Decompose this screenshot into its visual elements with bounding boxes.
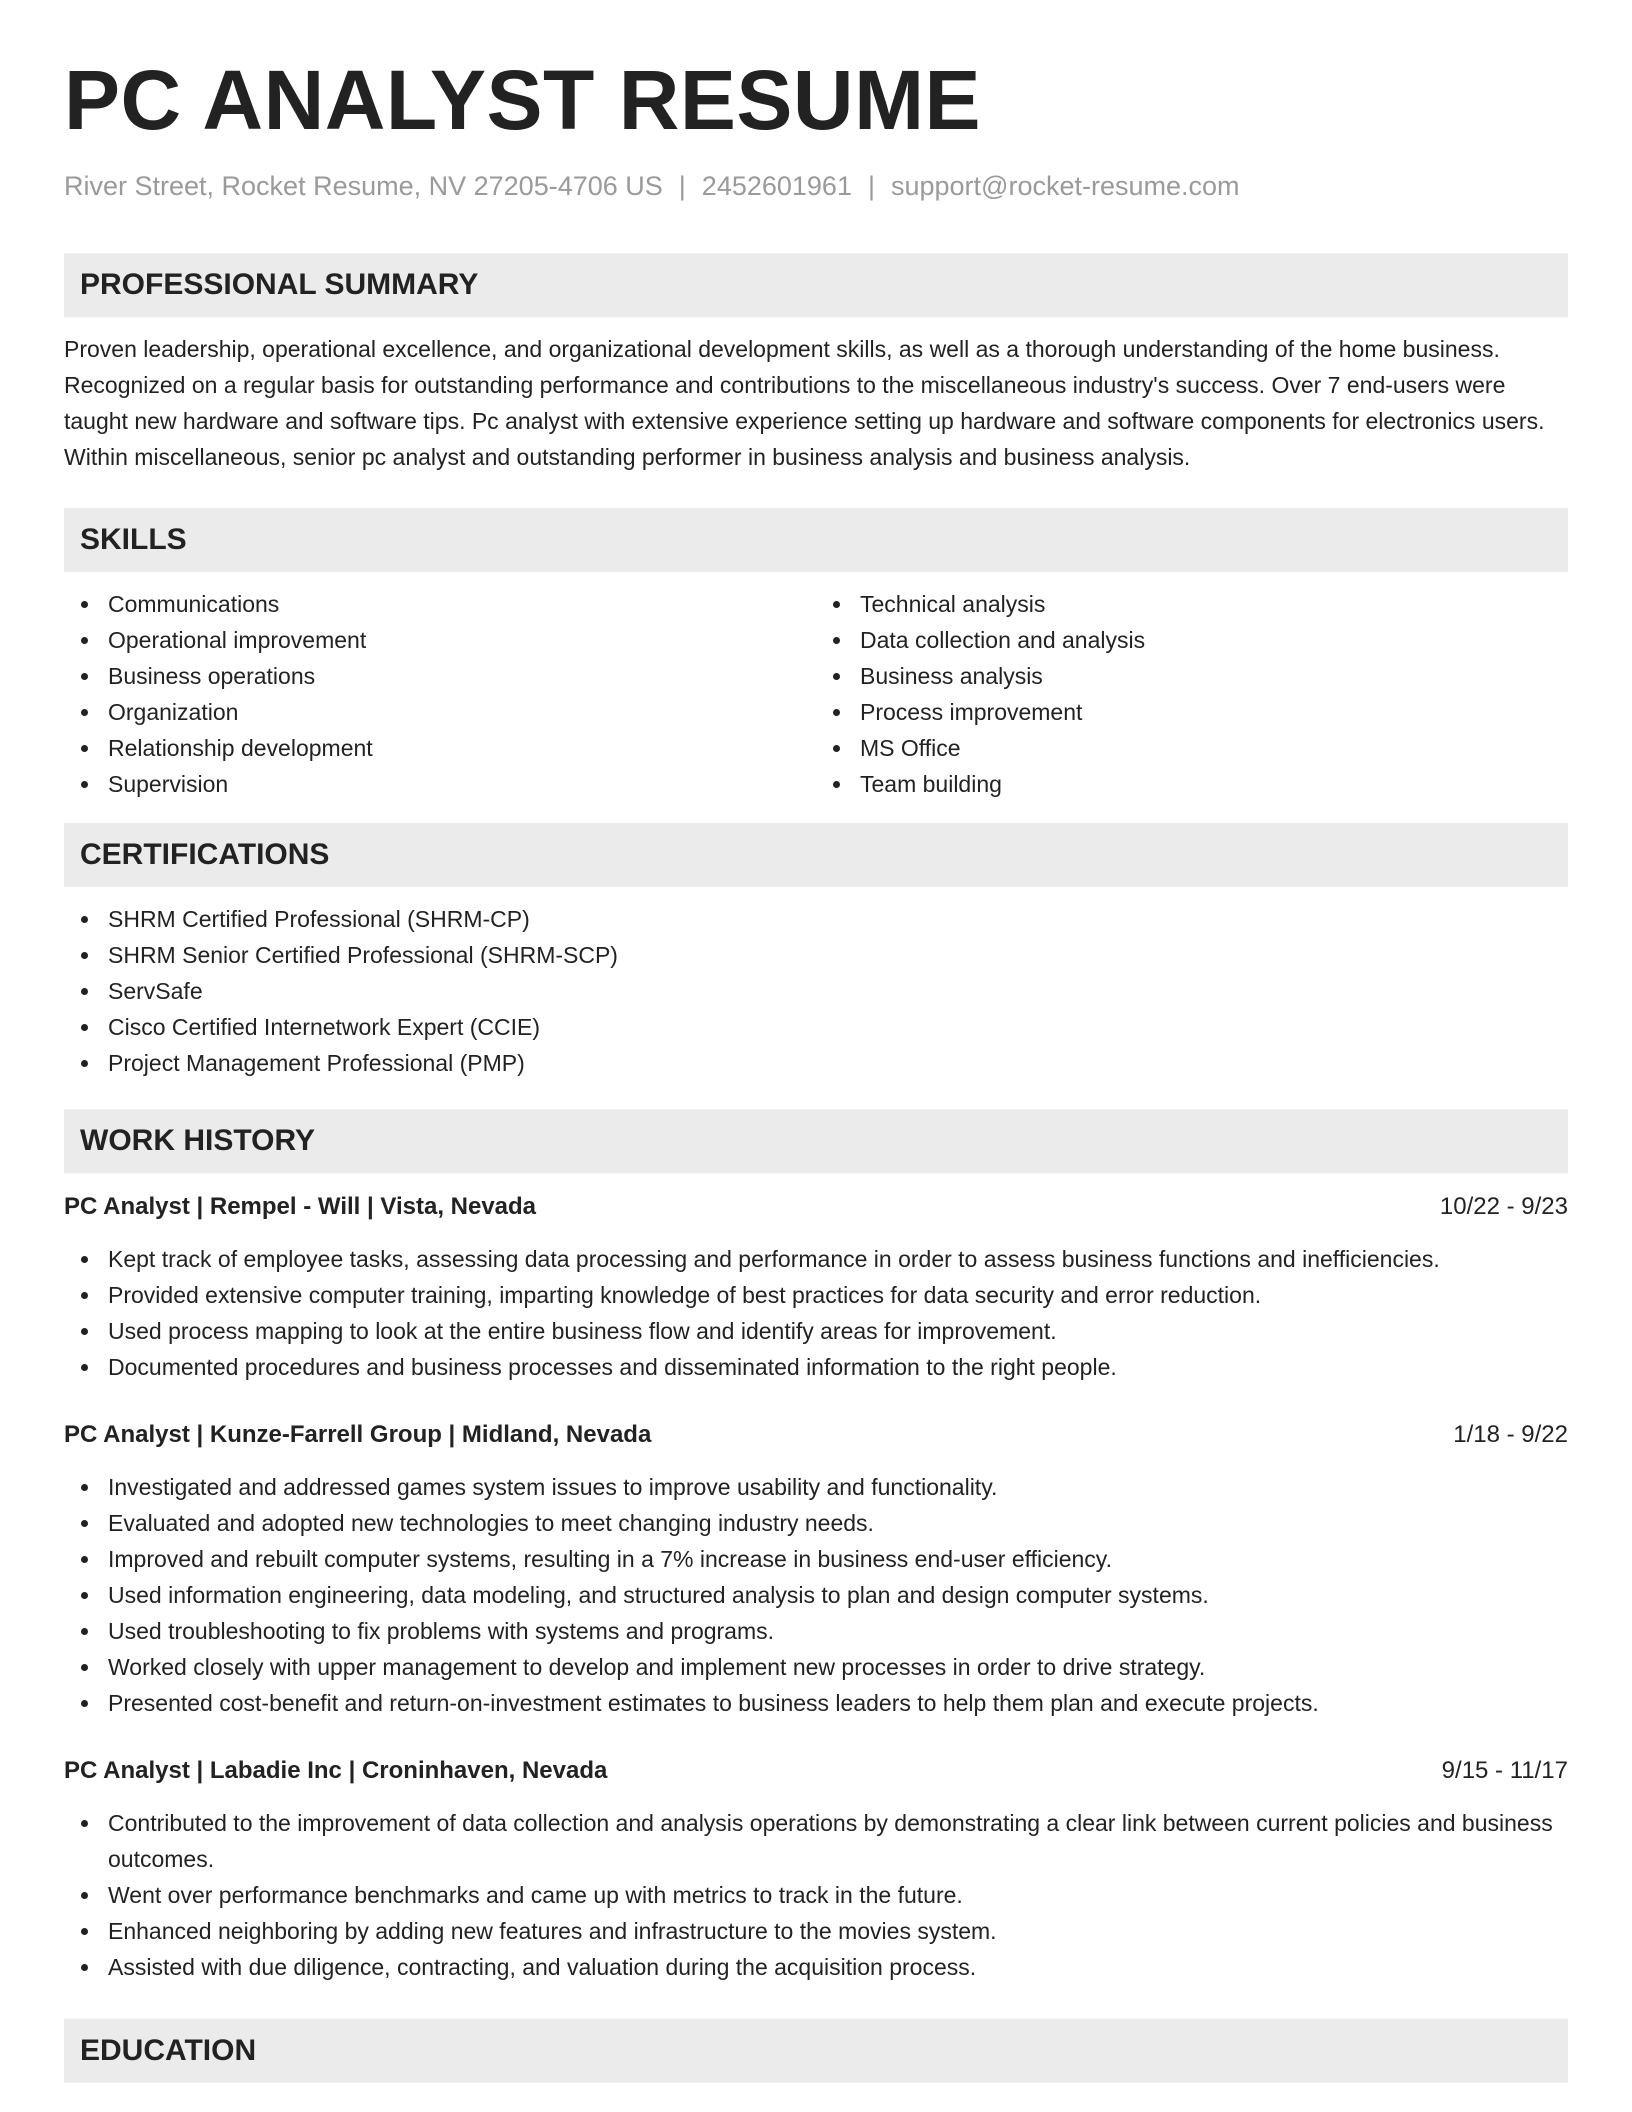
skill-item: Relationship development [64,730,816,766]
job-bullets [64,1469,1568,1721]
job-bullet: Kept track of employee tasks, assessing data processing and performance in order to assess business functions and inefficiencies. [64,1241,1568,1277]
certifications-section [64,823,1568,1081]
job-bullet: Contributed to the improvement of data collection and analysis operations by demonstrating a clear link between current policies and business outcomes. [64,1805,1568,1877]
certification-item: ServSafe [64,973,1568,1009]
job-bullet: Improved and rebuilt computer systems, resulting in a 7% increase in business end-user efficiency. [64,1541,1568,1577]
summary-section [64,253,1568,475]
contact-separator: | [867,171,875,201]
section-heading-work-history: WORK HISTORY [64,1109,1568,1173]
job-bullet: Used information engineering, data modeling, and structured analysis to plan and design computer systems. [64,1577,1568,1613]
job-bullet: Documented procedures and business processes and disseminated information to the right people. [64,1349,1568,1385]
skills-section [64,508,1568,802]
skill-item: Technical analysis [816,586,1568,622]
skills-list-left [64,586,816,802]
job-entry [64,1417,1568,1721]
job-title: PC Analyst | Rempel - Will | Vista, Nevada [64,1193,537,1221]
job-header [64,1753,1568,1789]
skill-item: Supervision [64,766,816,802]
contact-separator: | [678,171,686,201]
resume-title: PC ANALYST RESUME [64,53,982,147]
work-history-section [64,1109,1568,1985]
skill-item: Business operations [64,658,816,694]
job-bullet: Worked closely with upper management to develop and implement new processes in order to drive strategy. [64,1649,1568,1685]
section-heading-education: EDUCATION [64,2019,1568,2083]
contact-email: support@rocket-resume.com [890,171,1240,201]
skill-item: MS Office [816,730,1568,766]
skill-item: Organization [64,694,816,730]
skill-item: Communications [64,586,816,622]
job-bullet: Used process mapping to look at the entire business flow and identify areas for improvement. [64,1313,1568,1349]
contact-phone: 2452601961 [701,171,852,201]
job-bullet: Provided extensive computer training, imparting knowledge of best practices for data security and error reduction. [64,1277,1568,1313]
summary-text: Proven leadership, operational excellence, and organizational development skills, as well as a thorough understanding of the home business. Recognized on a regular basis for outstanding performance and contributions to the miscellaneous industry's success. Over 7 end-users were taught new hardware and software tips. Pc analyst with extensive experience setting up hardware and software components for electronics users. Within miscellaneous, senior pc analyst and outstanding performer in business analysis and business analysis. [64,336,1545,471]
contact-address: River Street, Rocket Resume, NV 27205-4706 US [64,171,663,201]
skill-item: Operational improvement [64,622,816,658]
job-bullet: Investigated and addressed games system issues to improve usability and functionality. [64,1469,1568,1505]
contact-line [64,170,1568,202]
job-header [64,1417,1568,1453]
job-header [64,1189,1568,1225]
job-title: PC Analyst | Labadie Inc | Croninhaven, Nevada [64,1757,608,1785]
job-entry [64,1753,1568,1985]
job-bullet: Enhanced neighboring by adding new features and infrastructure to the movies system. [64,1913,1568,1949]
education-section [64,2019,1568,2083]
job-bullet: Assisted with due diligence, contracting, and valuation during the acquisition process. [64,1949,1568,1985]
job-title: PC Analyst | Kunze-Farrell Group | Midland, Nevada [64,1421,652,1449]
skill-item: Data collection and analysis [816,622,1568,658]
job-bullets [64,1241,1568,1385]
certification-item: SHRM Certified Professional (SHRM-CP) [64,901,1568,937]
certifications-list [64,901,1568,1081]
job-bullet: Presented cost-benefit and return-on-investment estimates to business leaders to help them plan and execute projects. [64,1685,1568,1721]
job-dates: 10/22 - 9/23 [1439,1193,1568,1221]
skills-list-right [816,586,1568,802]
certification-item: Cisco Certified Internetwork Expert (CCIE) [64,1009,1568,1045]
job-dates: 1/18 - 9/22 [1453,1421,1568,1449]
job-bullet: Used troubleshooting to fix problems with systems and programs. [64,1613,1568,1649]
job-dates: 9/15 - 11/17 [1441,1757,1568,1785]
certification-item: Project Management Professional (PMP) [64,1045,1568,1081]
skills-grid [64,586,1568,802]
skill-item: Team building [816,766,1568,802]
skill-item: Business analysis [816,658,1568,694]
job-bullet: Went over performance benchmarks and came up with metrics to track in the future. [64,1877,1568,1913]
skill-item: Process improvement [816,694,1568,730]
section-heading-skills: SKILLS [64,508,1568,572]
job-entry [64,1189,1568,1385]
section-heading-certifications: CERTIFICATIONS [64,823,1568,887]
certification-item: SHRM Senior Certified Professional (SHRM-SCP) [64,937,1568,973]
job-bullets [64,1805,1568,1985]
job-bullet: Evaluated and adopted new technologies to meet changing industry needs. [64,1505,1568,1541]
section-heading-summary: PROFESSIONAL SUMMARY [64,253,1568,317]
